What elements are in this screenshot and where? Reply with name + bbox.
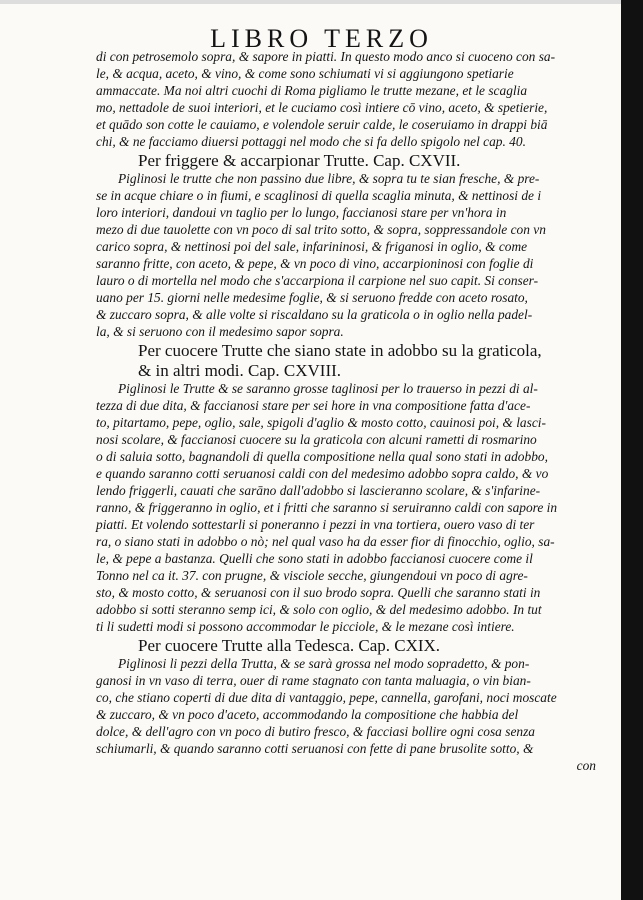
text-line: piatti. Et volendo sottestarli si poneranno i pezzi in vna tortiera, ouero vaso di ter (96, 517, 535, 532)
text-line: o di saluia sotto, bagnandoli di quella compositione nella qual sono stati in adobbo, (96, 449, 548, 464)
chapter-heading: Per cuocere Trutte alla Tedesca. Cap. CXIX. (138, 636, 441, 655)
text-line: ganosi in vn vaso di terra, ouer di rame stagnato con tanta maluagia, o vin bian- (96, 673, 531, 688)
text-line: mezo di due tauolette con vn poco di sal trito sotto, & sopra, soppressandole con vn (96, 222, 546, 237)
text-line: chi, & ne facciamo diuersi pottaggi nel modo che si fa dello spigolo nel cap. 40. (96, 134, 526, 149)
text-line: nosi scolare, & faccianosi cuocere su la graticola con alcuni rametti di rosmarino (96, 432, 537, 447)
text-line: carico sopra, & nettinosi poi del sale, infarininosi, & friganosi in oglio, & come (96, 239, 528, 254)
text-line: et quādo son cotte le cauiamo, e volendole seruir calde, le coseruiamo in drappi biā (96, 117, 548, 132)
text-line: dolce, & dell'agro con vn poco di butiro fresco, & facciasi bollire ogni cosa senza (96, 724, 535, 739)
text-line: to, pitartamo, pepe, oglio, sale, spigoli d'aglio & mosto cotto, cauinosi poi, & lasci- (96, 415, 546, 430)
chapter-heading: & in altri modi. Cap. CXVIII. (138, 361, 342, 380)
text-line: mo, nettadole de suoi interiori, et le cuciamo così intiere cō vino, aceto, & spetierie, (96, 100, 548, 115)
text-line: ra, o siano stati in adobbo o nò; nel qual vaso ha da esser fior di finocchio, oglio, sa- (96, 534, 555, 549)
chapter-heading: Per cuocere Trutte che siano state in adobbo su la graticola, (138, 341, 542, 360)
text-line: le, & pepe a bastanza. Quelli che sono stati in adobbo faccianosi cuocere come il (96, 551, 533, 566)
page-top-edge (0, 0, 643, 4)
text-line: & zuccaro, & vn poco d'aceto, accommodando la compositione che habbia del (96, 707, 519, 722)
catchword: con (576, 758, 596, 773)
page-edge-shadow (621, 0, 643, 900)
text-line: saranno fritte, con aceto, & pepe, & vn poco di vino, accarpioninosi con foglie di (96, 256, 534, 271)
text-line: la, & si seruono con il medesimo sapor sopra. (96, 324, 344, 339)
text-line: Piglinosi le trutte che non passino due libre, & sopra tu te sian fresche, & pre- (118, 171, 540, 186)
text-line: Piglinosi li pezzi della Trutta, & se sarà grossa nel modo sopradetto, & pon- (118, 656, 530, 671)
text-line: ammaccate. Ma noi altri cuochi di Roma pigliamo le trutte mezane, et le scaglia (96, 83, 528, 98)
text-line: e quando saranno cotti seruanosi caldi con del medesimo adobbo sopra caldo, & vo (96, 466, 549, 481)
text-line: loro interiori, dandoui vn taglio per lo lungo, faccianosi stare per vn'hora in (96, 205, 507, 220)
text-line: se in acque chiare o in fiumi, e scaglinosi di quella scaglia minuta, & nettinosi de i (96, 188, 542, 203)
text-line: & zuccaro sopra, & alle volte si riscaldano su la graticola o in oglio nella padel- (96, 307, 533, 322)
running-title: LIBRO TERZO (210, 24, 433, 53)
text-line: le, & acqua, aceto, & vino, & come sono schiumati vi si aggiungono spetiarie (96, 66, 514, 81)
text-line: lendo friggerli, cauati che sarāno dall'adobbo si lascieranno scolare, & s'infarine- (96, 483, 541, 498)
chapter-heading: Per friggere & accarpionar Trutte. Cap. CXVII. (138, 151, 461, 170)
text-block (96, 48, 596, 774)
text-line: schiumarli, & quando saranno cotti seruanosi con fette di pane brusolite sotto, & (96, 741, 534, 756)
text-line: ranno, & friggeranno in oglio, et i fritti che saranno si seruiranno caldi con sapore in (96, 500, 558, 515)
text-line: Piglinosi le Trutte & se saranno grosse taglinosi per lo trauerso in pezzi di al- (118, 381, 538, 396)
text-line: Tonno nel ca it. 37. con prugne, & visciole secche, giungendoui vn poco di agre- (96, 568, 528, 583)
text-line: co, che stiano coperti di due dita di vantaggio, pepe, cannella, garofani, noci moscate (96, 690, 557, 705)
text-line: tezza di due dita, & faccianosi stare per sei hore in vna compositione fatta d'ace- (96, 398, 531, 413)
text-line: di con petrosemolo sopra, & sapore in piatti. In questo modo anco si cuoceno con sa- (96, 49, 556, 64)
text-line: lauro o di mortella nel modo che s'accarpiona il carpione nel suo capit. Si conser- (96, 273, 539, 288)
text-line: ti li sudetti modi si possono accommodar le picciole, & le mezane così intiere. (96, 619, 515, 634)
text-line: uano per 15. giorni nelle medesime foglie, & si seruono fredde con aceto rosato, (96, 290, 528, 305)
text-line: adobbo si sotti steranno semp ici, & solo con oglio, & del medesimo adobbo. In tut (96, 602, 542, 617)
text-line: sto, & mosto cotto, & seruanosi con il suo brodo sopra. Quelli che saranno stati in (96, 585, 541, 600)
